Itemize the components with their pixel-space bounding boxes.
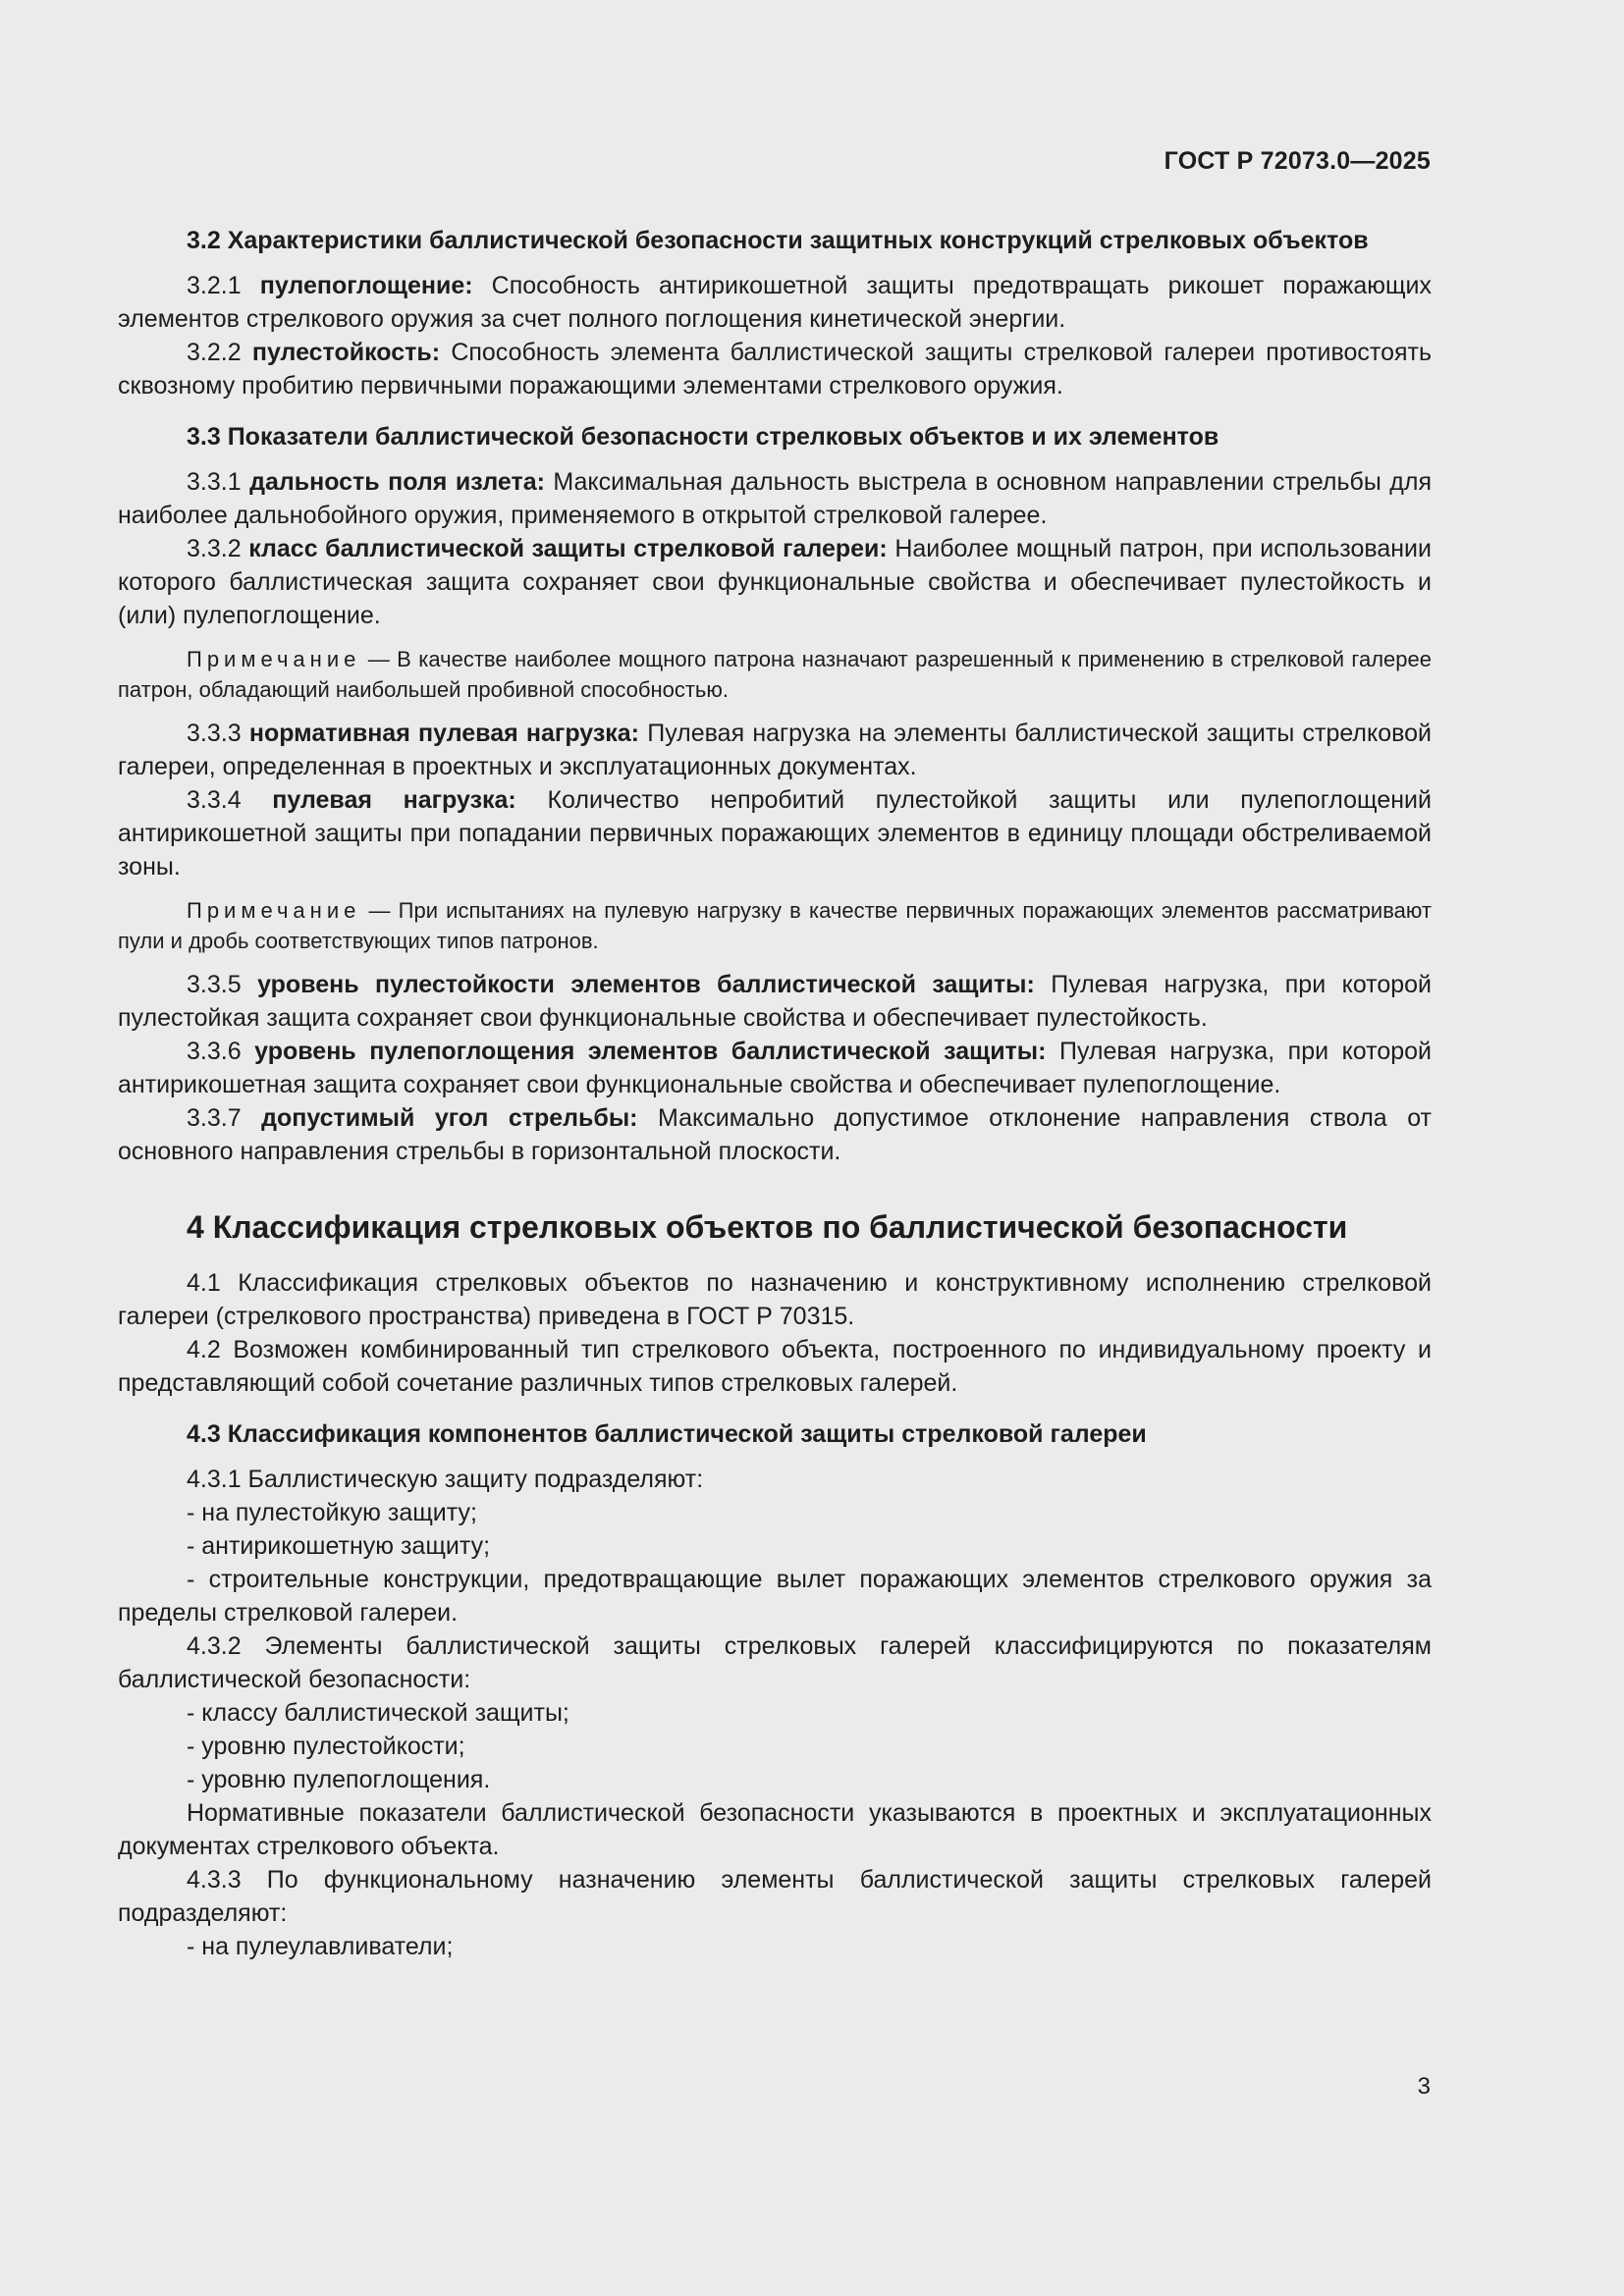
term: нормативная пулевая нагрузка:	[248, 720, 640, 747]
term: уровень пулестойкости элементов баллистической защиты:	[257, 971, 1035, 998]
section-4-heading: 4 Классификация стрелковых объектов по баллистической безопасности	[187, 1209, 1348, 1245]
definition: Способность элемента баллистической защиты стрелковой галереи противостоять сквозному пробитию первичными поражающими элементами стрелкового оружия.	[118, 339, 1432, 400]
clause-3-3-4	[118, 783, 1432, 883]
list-item: - антирикошетную защиту;	[187, 1532, 491, 1560]
definition: Пулевая нагрузка на элементы баллистической защиты стрелковой галереи, определенная в проектных и эксплуатационных документах.	[118, 720, 1433, 780]
clause-4-3-1: 4.3.1 Баллистическую защиту подразделяют:	[187, 1466, 704, 1493]
clause-3-3-6	[118, 1035, 1432, 1101]
list-item: - уровню пулепоглощения.	[187, 1766, 491, 1793]
definition: Способность антирикошетной защиты предотвращать рикошет поражающих элементов стрелкового оружия за счет полного поглощения кинетической энергии.	[118, 272, 1433, 333]
clause-number: 3.2.1	[187, 272, 242, 299]
note-label: Примечание	[187, 647, 361, 671]
clause-3-3-2	[118, 532, 1432, 632]
normative-indicators-paragraph: Нормативные показатели баллистической безопасности указываются в проектных и эксплуатационных документах стрелкового объекта.	[118, 1799, 1432, 1860]
clause-4-1: 4.1 Классификация стрелковых объектов по назначению и конструктивному исполнению стрелковой галереи (стрелкового пространства) приведена в ГОСТ Р 70315.	[118, 1269, 1432, 1330]
term: пулепоглощение:	[259, 272, 473, 299]
clause-3-3-3	[118, 717, 1432, 783]
clause-3-3-7	[118, 1101, 1432, 1168]
note-text: — При испытаниях на пулевую нагрузку в качестве первичных поражающих элементов рассматривают пули и дробь соответствующих типов патронов.	[118, 898, 1432, 953]
definition: Пулевая нагрузка, при которой пулестойкая защита сохраняет свои функциональные свойства и обеспечивает пулестойкость.	[118, 971, 1433, 1032]
clause-number: 3.3.4	[187, 786, 242, 814]
note-1	[118, 644, 1432, 705]
term: допустимый угол стрельбы:	[261, 1104, 638, 1132]
definition: Пулевая нагрузка, при которой антирикошетная защита сохраняет свои функциональные свойства и обеспечивает пулепоглощение.	[118, 1038, 1433, 1098]
section-3-2-heading: 3.2 Характеристики баллистической безопасности защитных конструкций стрелковых объектов	[187, 227, 1369, 254]
page-number: 3	[1417, 2073, 1431, 2100]
clause-number: 3.2.2	[187, 339, 242, 366]
term: класс баллистической защиты стрелковой галереи:	[248, 535, 888, 562]
list-item: - на пулеулавливатели;	[187, 1933, 454, 1960]
note-2	[118, 895, 1432, 956]
clause-number: 3.3.6	[187, 1038, 242, 1065]
list-item: - уровню пулестойкости;	[187, 1733, 465, 1760]
definition: Наиболее мощный патрон, при использовании которого баллистическая защита сохраняет свои функциональные свойства и обеспечивает пулестойкость и (или) пулепоглощение.	[118, 535, 1432, 629]
term: пулестойкость:	[251, 339, 441, 366]
term: пулевая нагрузка:	[272, 786, 516, 814]
term: дальность поля излета:	[249, 468, 545, 496]
clause-3-3-5	[118, 968, 1432, 1035]
definition: Количество непробитий пулестойкой защиты или пулепоглощений антирикошетной защиты при попадании первичных поражающих элементов в единицу площади обстреливаемой зоны.	[118, 786, 1432, 881]
document-body	[118, 224, 1432, 1963]
list-item: - строительные конструкции, предотвращающие вылет поражающих элементов стрелкового оружия за пределы стрелковой галереи.	[118, 1566, 1432, 1627]
section-3-3-heading: 3.3 Показатели баллистической безопасности стрелковых объектов и их элементов	[187, 423, 1219, 451]
term: уровень пулепоглощения элементов баллистической защиты:	[254, 1038, 1047, 1065]
clause-number: 3.3.1	[187, 468, 242, 496]
definition: Максимальная дальность выстрела в основном направлении стрельбы для наиболее дальнобойного оружия, применяемого в открытой стрелковой галерее.	[118, 468, 1432, 529]
clause-number: 3.3.5	[187, 971, 242, 998]
clause-number: 3.3.7	[187, 1104, 242, 1132]
clause-number: 3.3.2	[187, 535, 242, 562]
note-label: Примечание	[187, 898, 361, 923]
list-item: - на пулестойкую защиту;	[187, 1499, 477, 1526]
section-4-3-heading: 4.3 Классификация компонентов баллистической защиты стрелковой галереи	[187, 1420, 1147, 1448]
clause-3-3-1	[118, 465, 1432, 532]
clause-4-2: 4.2 Возможен комбинированный тип стрелкового объекта, построенного по индивидуальному проекту и представляющий собой сочетание различных типов стрелковых галерей.	[118, 1336, 1432, 1397]
clause-4-3-2: 4.3.2 Элементы баллистической защиты стрелковых галерей классифицируются по показателям баллистической безопасности:	[118, 1632, 1432, 1693]
note-text: — В качестве наиболее мощного патрона назначают разрешенный к применению в стрелковой галерее патрон, обладающий наибольшей пробивной способностью.	[118, 647, 1432, 702]
clause-3-2-2	[118, 336, 1432, 402]
document-id: ГОСТ Р 72073.0—2025	[1164, 147, 1431, 175]
definition: Максимально допустимое отклонение направления ствола от основного направления стрельбы в горизонтальной плоскости.	[118, 1104, 1432, 1165]
clause-4-3-3: 4.3.3 По функциональному назначению элементы баллистической защиты стрелковых галерей подразделяют:	[118, 1866, 1432, 1927]
list-item: - классу баллистической защиты;	[187, 1699, 569, 1727]
clause-3-2-1	[118, 269, 1432, 336]
clause-number: 3.3.3	[187, 720, 242, 747]
